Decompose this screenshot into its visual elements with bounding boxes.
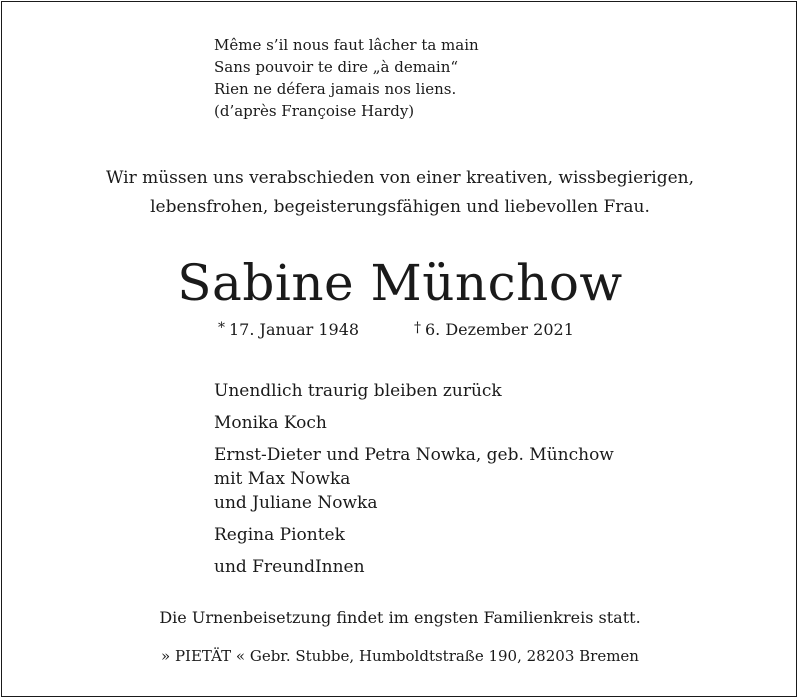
birth-star-icon: * bbox=[218, 320, 225, 336]
poem-attribution: (d’après Françoise Hardy) bbox=[214, 102, 415, 120]
mourner-name: Ernst-Dieter und Petra Nowka, geb. Münchow bbox=[214, 445, 614, 465]
farewell-line: Wir müssen uns verabschieden von einer kreativen, wissbegierigen, bbox=[105, 168, 695, 188]
birth-date: 17. Januar 1948 bbox=[229, 320, 360, 339]
poem-line: Même s’il nous faut lâcher ta main bbox=[214, 36, 479, 54]
deceased-name: Sabine Münchow bbox=[177, 254, 623, 312]
farewell-line: lebensfrohen, begeisterungsfähigen und liebevollen Frau. bbox=[150, 197, 650, 217]
birth-date-line bbox=[218, 316, 359, 342]
mourner-name: Regina Piontek bbox=[214, 525, 345, 545]
undertaker-info: » PIETÄT « Gebr. Stubbe, Humboldtstraße 190, 28203 Bremen bbox=[161, 647, 639, 665]
poem-line: Rien ne défera jamais nos liens. bbox=[214, 80, 457, 98]
farewell-text bbox=[0, 164, 800, 222]
death-cross-icon: † bbox=[414, 320, 421, 336]
mourner-name: und FreundInnen bbox=[214, 557, 365, 577]
death-date: 6. Dezember 2021 bbox=[425, 320, 574, 339]
mourner-name: mit Max Nowka bbox=[214, 469, 351, 489]
mourners-heading: Unendlich traurig bleiben zurück bbox=[214, 381, 502, 401]
mourner-name: und Juliane Nowka bbox=[214, 493, 378, 513]
death-date-line bbox=[414, 316, 574, 342]
poem-line: Sans pouvoir te dire „à demain“ bbox=[214, 58, 459, 76]
poem-quote bbox=[214, 34, 479, 122]
mourners-list bbox=[214, 378, 614, 580]
mourner-name: Monika Koch bbox=[214, 413, 327, 433]
burial-note: Die Urnenbeisetzung findet im engsten Familienkreis statt. bbox=[159, 608, 641, 627]
